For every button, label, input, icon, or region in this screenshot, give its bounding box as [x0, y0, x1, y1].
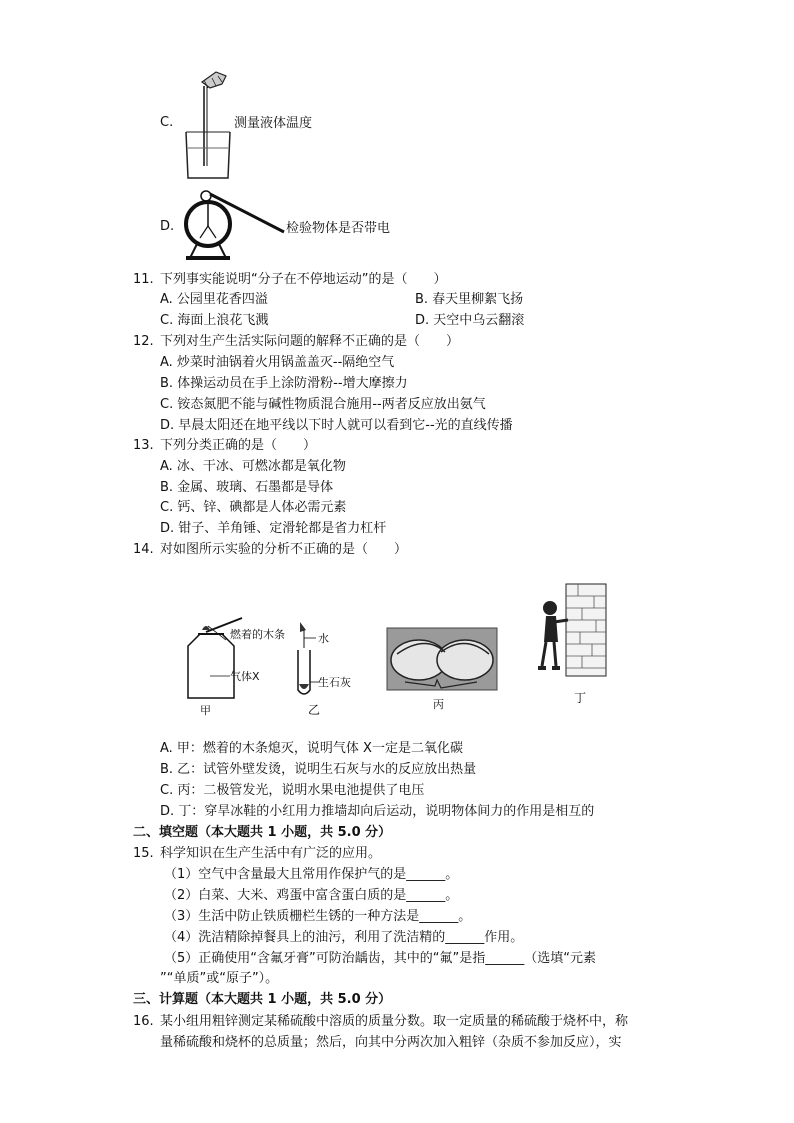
label-bing: 丙	[433, 698, 444, 711]
q15-item-2: （2）白菜、大米、鸡蛋中富含蛋白质的是______。	[164, 888, 459, 903]
q14-number: 14.	[133, 542, 154, 557]
section-calculation-heading: 三、计算题（本大题共 1 小题，共 5.0 分）	[133, 992, 392, 1007]
q12-option-d: D. 早晨太阳还在地平线以下时人就可以看到它--光的直线传播	[160, 418, 513, 433]
q12-number: 12.	[133, 334, 154, 349]
label-water: 水	[318, 632, 329, 645]
q15-item-4: （4）洗洁精除掉餐具上的油污，利用了洗洁精的______作用。	[164, 930, 524, 945]
option-c-text: 测量液体温度	[234, 116, 313, 131]
q11-number: 11.	[133, 272, 154, 287]
q12-option-b: B. 体操运动员在手上涂防滑粉--增大摩擦力	[160, 376, 408, 391]
q15-number: 15.	[133, 846, 154, 861]
label-ding: 丁	[574, 691, 587, 705]
q14-option-b: B. 乙：试管外壁发烫，说明生石灰与水的反应放出热量	[160, 762, 477, 777]
label-jia: 甲	[200, 704, 211, 717]
label-burning-stick: 燃着的木条	[230, 628, 285, 641]
label-gas-x: 气体X	[230, 670, 260, 683]
q15-item-5: （5）正确使用“含氟牙膏”可防治龋齿，其中的“氟”是指______（选填“元素	[164, 951, 596, 966]
q12-option-c: C. 铵态氮肥不能与碱性物质混合施用--两者反应放出氨气	[160, 397, 486, 412]
label-quicklime: 生石灰	[318, 676, 351, 689]
q14-stem: 对如图所示实验的分析不正确的是（ ）	[160, 542, 408, 557]
q13-option-d: D. 钳子、羊角锤、定滑轮都是省力杠杆	[160, 521, 387, 536]
option-d-letter: D.	[160, 219, 175, 234]
q14-option-d: D. 丁：穿旱冰鞋的小红用力推墙却向后运动，说明物体间力的作用是相互的	[160, 804, 595, 819]
q13-stem: 下列分类正确的是（ ）	[160, 438, 317, 453]
electroscope-figure	[180, 186, 286, 262]
figure-yi-test-tube	[292, 618, 362, 718]
q13-option-b: B. 金属、玻璃、石墨都是导体	[160, 480, 334, 495]
option-c-letter: C.	[160, 115, 174, 130]
q15-item-3: （3）生活中防止铁质栅栏生锈的一种方法是______。	[164, 909, 472, 924]
q16-line-2: 量稀硫酸和烧杯的总质量；然后，向其中分两次加入粗锌（杂质不参加反应），实	[160, 1035, 622, 1050]
q12-stem: 下列对生产生活实际问题的解释不正确的是（ ）	[160, 334, 460, 349]
q15-stem: 科学知识在生产生活中有广泛的应用。	[160, 846, 382, 861]
thermometer-beaker-figure	[178, 68, 238, 180]
q11-option-c: C. 海面上浪花飞溅	[160, 313, 269, 328]
q14-option-a: A. 甲：燃着的木条熄灭，说明气体 X一定是二氧化碳	[160, 741, 463, 756]
q11-option-b: B. 春天里柳絮飞扬	[415, 292, 524, 307]
q13-option-a: A. 冰、干冰、可燃冰都是氧化物	[160, 459, 346, 474]
q15-item-5-cont: ”“单质”或“原子”）。	[160, 971, 279, 986]
label-yi: 乙	[308, 703, 321, 717]
option-d-text: 检验物体是否带电	[286, 221, 391, 236]
figure-jia-gas-jar	[180, 610, 290, 720]
q13-number: 13.	[133, 438, 154, 453]
q11-option-d: D. 天空中乌云翻滚	[415, 313, 525, 328]
q14-option-c: C. 丙：二极管发光，说明水果电池提供了电压	[160, 783, 425, 798]
q11-option-a: A. 公园里花香四溢	[160, 292, 268, 307]
q16-line-1: 某小组用粗锌测定某稀硫酸中溶质的质量分数。取一定质量的稀硫酸于烧杯中，称	[160, 1014, 629, 1029]
section-fill-in-heading: 二、填空题（本大题共 1 小题，共 5.0 分）	[133, 825, 392, 840]
q11-stem: 下列事实能说明“分子在不停地运动”的是（ ）	[160, 272, 447, 287]
q12-option-a: A. 炒菜时油锅着火用锅盖盖灭--隔绝空气	[160, 355, 395, 370]
q13-option-c: C. 钙、锌、碘都是人体必需元素	[160, 500, 347, 515]
q15-item-1: （1）空气中含量最大且常用作保护气的是______。	[164, 867, 459, 882]
q16-number: 16.	[133, 1014, 154, 1029]
figure-bing-fruit-battery	[385, 624, 501, 712]
figure-ding-push-wall	[536, 580, 616, 716]
